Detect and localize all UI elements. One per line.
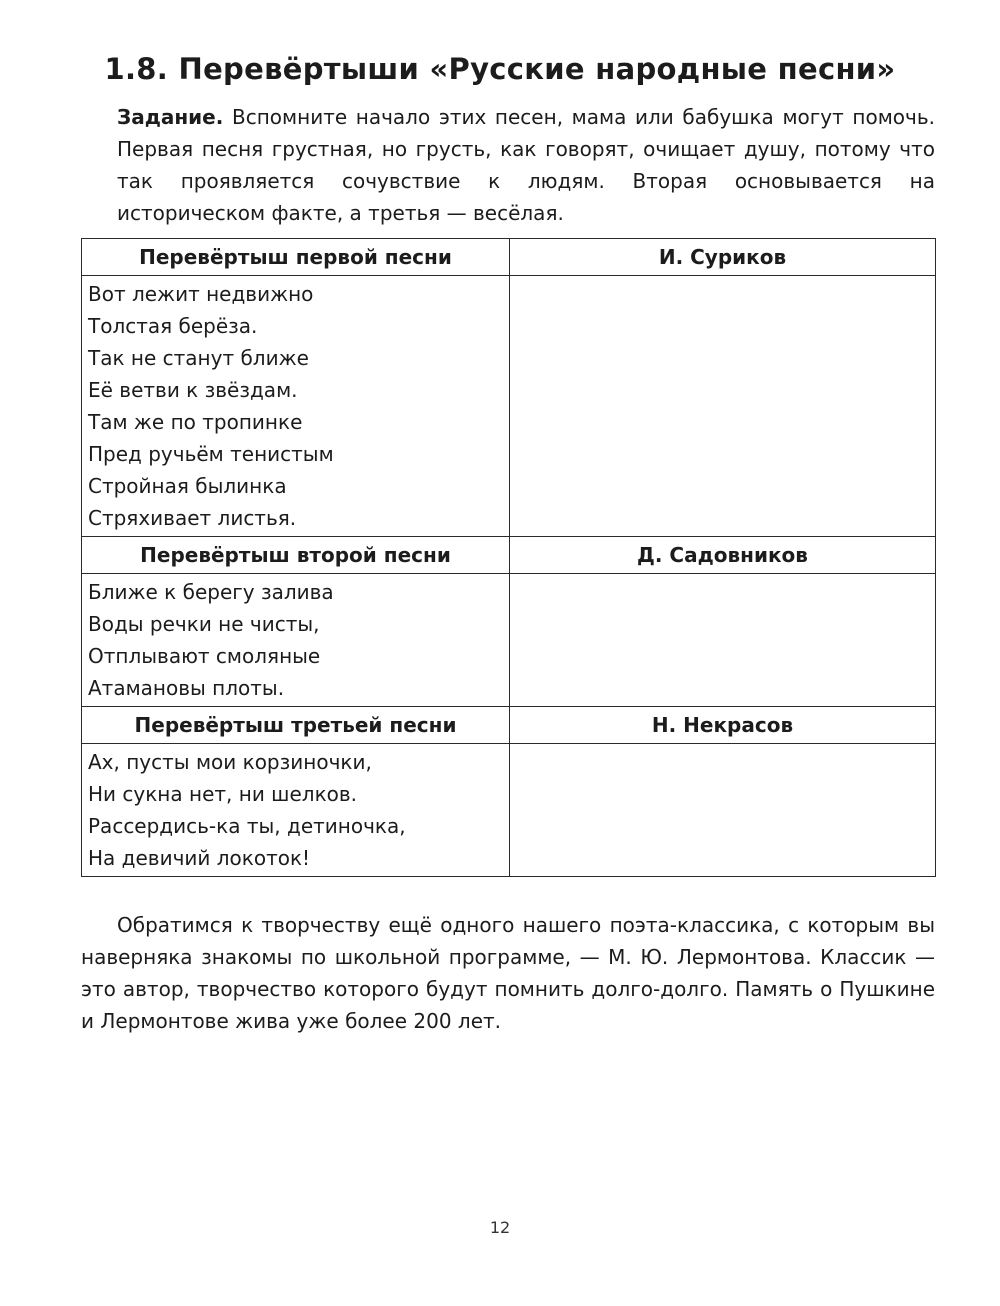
page-title: 1.8. Перевёртыши «Русские народные песни»: [104, 52, 896, 86]
section-header: Перевёртыш второй песни: [82, 537, 510, 574]
author-name: И. Суриков: [510, 239, 936, 276]
poem-line: Там же по тропинке: [88, 410, 303, 434]
poem-line: Пред ручьём тенистым: [88, 442, 334, 466]
poem-line: Рассердись-ка ты, детиночка,: [88, 814, 406, 838]
answer-cell[interactable]: [510, 744, 936, 877]
answer-cell[interactable]: [510, 276, 936, 537]
poem-cell: [82, 744, 510, 877]
table-header-row: [82, 239, 936, 276]
poem-line: Вот лежит недвижно: [88, 282, 314, 306]
poem-line: Ближе к берегу залива: [88, 580, 334, 604]
section-header: Перевёртыш первой песни: [82, 239, 510, 276]
table-row: [82, 744, 936, 877]
poem-line: Стряхивает листья.: [88, 506, 297, 530]
poem-line: Ни сукна нет, ни шелков.: [88, 782, 358, 806]
task-text: Вспомните начало этих песен, мама или бабушка могут помочь. Первая песня грустная, но грусть, как говорят, очищает душу, потому что так проявляется сочувствие к людям. Вторая основывается на историческом факте, а третья — весёлая.: [117, 105, 935, 225]
table-header-row: [82, 537, 936, 574]
poem-line: Толстая берёза.: [88, 314, 258, 338]
table-header-row: [82, 707, 936, 744]
poem-line: Атамановы плоты.: [88, 676, 285, 700]
poem-line: Ах, пусты мои корзиночки,: [88, 750, 372, 774]
closing-paragraph: Обратимся к творчеству ещё одного нашего поэта-классика, с которым вы наверняка знакомы по школьной программе, — М. Ю. Лермонтова. Классик — это автор, творчество которого будут помнить долго-долго. Память о Пушкине и Лермонтове жива уже более 200 лет.: [81, 913, 935, 1033]
poem-line: Стройная былинка: [88, 474, 287, 498]
poem-line: На девичий локоток!: [88, 846, 311, 870]
task-paragraph: [117, 101, 935, 229]
poem-cell: [82, 276, 510, 537]
task-label: Задание.: [117, 105, 224, 129]
poem-cell: [82, 574, 510, 707]
author-name: Н. Некрасов: [510, 707, 936, 744]
poem-line: Воды речки не чисты,: [88, 612, 320, 636]
answer-cell[interactable]: [510, 574, 936, 707]
table-row: [82, 276, 936, 537]
page-number: 12: [489, 1218, 511, 1237]
poem-line: Так не станут ближе: [88, 346, 309, 370]
songs-table: [81, 238, 936, 877]
table-row: [82, 574, 936, 707]
section-header: Перевёртыш третьей песни: [82, 707, 510, 744]
author-name: Д. Садовников: [510, 537, 936, 574]
poem-line: Её ветви к звёздам.: [88, 378, 298, 402]
poem-line: Отплывают смоляные: [88, 644, 321, 668]
